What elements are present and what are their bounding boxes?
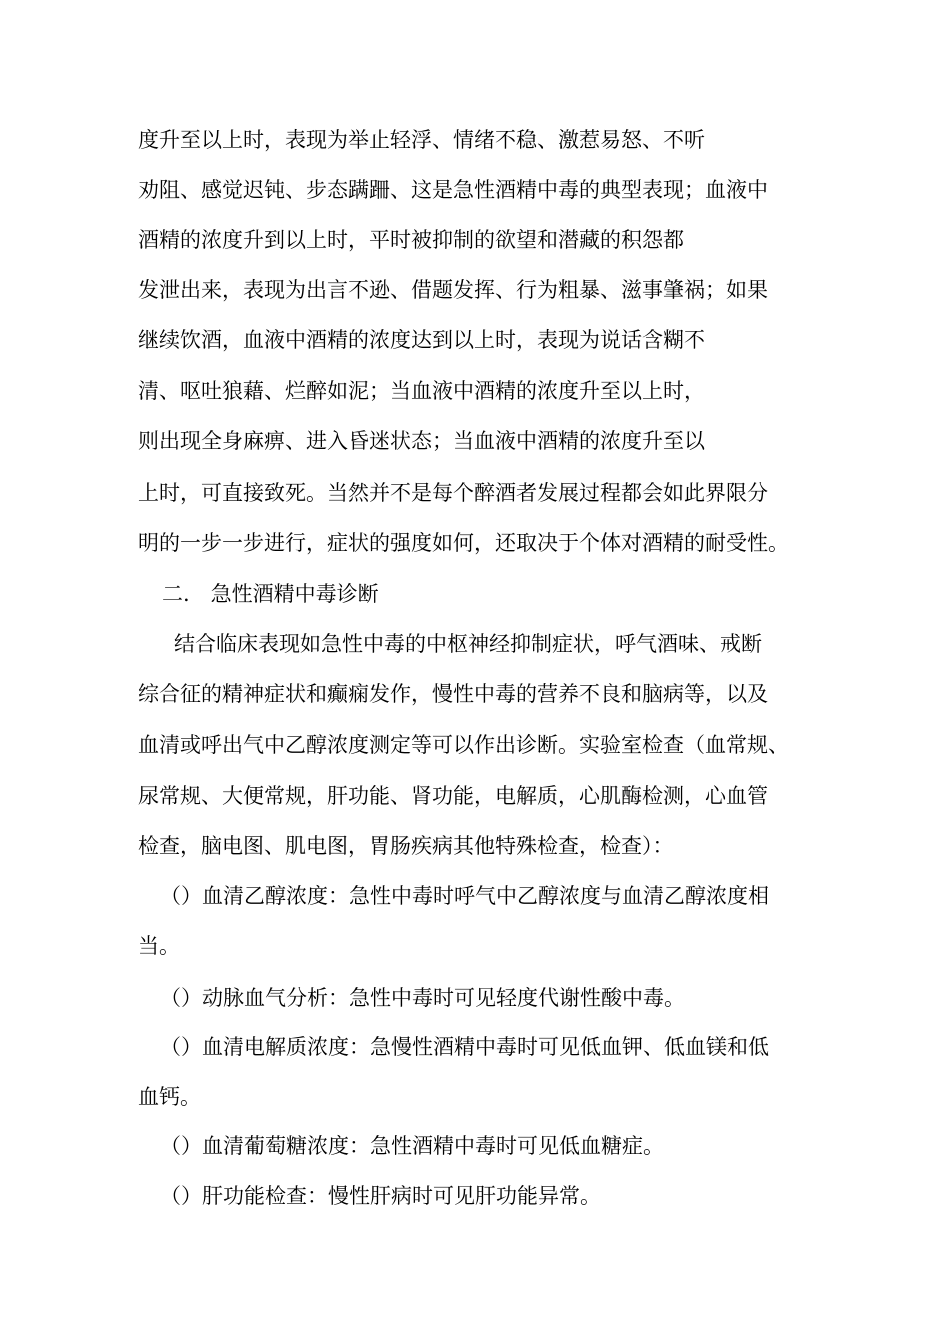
list-item-continuation: 血钙。	[138, 1085, 201, 1109]
section-heading: 二. 急性酒精中毒诊断	[162, 582, 379, 606]
text-line: 尿常规、大便常规，肝功能、肾功能，电解质，心肌酶检测，心血管	[138, 784, 768, 808]
list-item: （）动脉血气分析：急性中毒时可见轻度代谢性酸中毒。	[160, 986, 685, 1010]
text-line: 则出现全身麻痹、进入昏迷状态；当血液中酒精的浓度升至以	[138, 429, 705, 453]
text-line: 继续饮酒，血液中酒精的浓度达到以上时，表现为说话含糊不	[138, 328, 705, 352]
text-line: 检查，脑电图、肌电图，胃肠疾病其他特殊检查，检查）：	[138, 834, 674, 858]
text-line: 发泄出来，表现为出言不逊、借题发挥、行为粗暴、滋事肇祸；如果	[138, 278, 768, 302]
list-item: （）血清葡萄糖浓度：急性酒精中毒时可见低血糖症。	[160, 1134, 664, 1158]
list-item-continuation: 当。	[138, 934, 180, 958]
text-line: 血清或呼出气中乙醇浓度测定等可以作出诊断。实验室检查（血常规、	[138, 733, 789, 757]
list-item: （）血清乙醇浓度：急性中毒时呼气中乙醇浓度与血清乙醇浓度相	[160, 884, 769, 908]
text-line: 劝阻、感觉迟钝、步态蹒跚、这是急性酒精中毒的典型表现；血液中	[138, 178, 768, 202]
text-line: 明的一步一步进行，症状的强度如何，还取决于个体对酒精的耐受性。	[138, 531, 789, 555]
list-item: （）血清电解质浓度：急慢性酒精中毒时可见低血钾、低血镁和低	[160, 1035, 769, 1059]
text-line: 清、呕吐狼藉、烂醉如泥；当血液中酒精的浓度升至以上时，	[138, 379, 705, 403]
text-line: 上时，可直接致死。当然并不是每个醉酒者发展过程都会如此界限分	[138, 481, 768, 505]
text-line: 结合临床表现如急性中毒的中枢神经抑制症状，呼气酒味、戒断	[174, 632, 762, 656]
text-line: 度升至以上时，表现为举止轻浮、情绪不稳、激惹易怒、不听	[138, 128, 705, 152]
text-line: 酒精的浓度升到以上时，平时被抑制的欲望和潜藏的积怨都	[138, 228, 684, 252]
text-line: 综合征的精神症状和癫痫发作，慢性中毒的营养不良和脑病等，以及	[138, 682, 768, 706]
list-item: （）肝功能检查：慢性肝病时可见肝功能异常。	[160, 1184, 601, 1208]
